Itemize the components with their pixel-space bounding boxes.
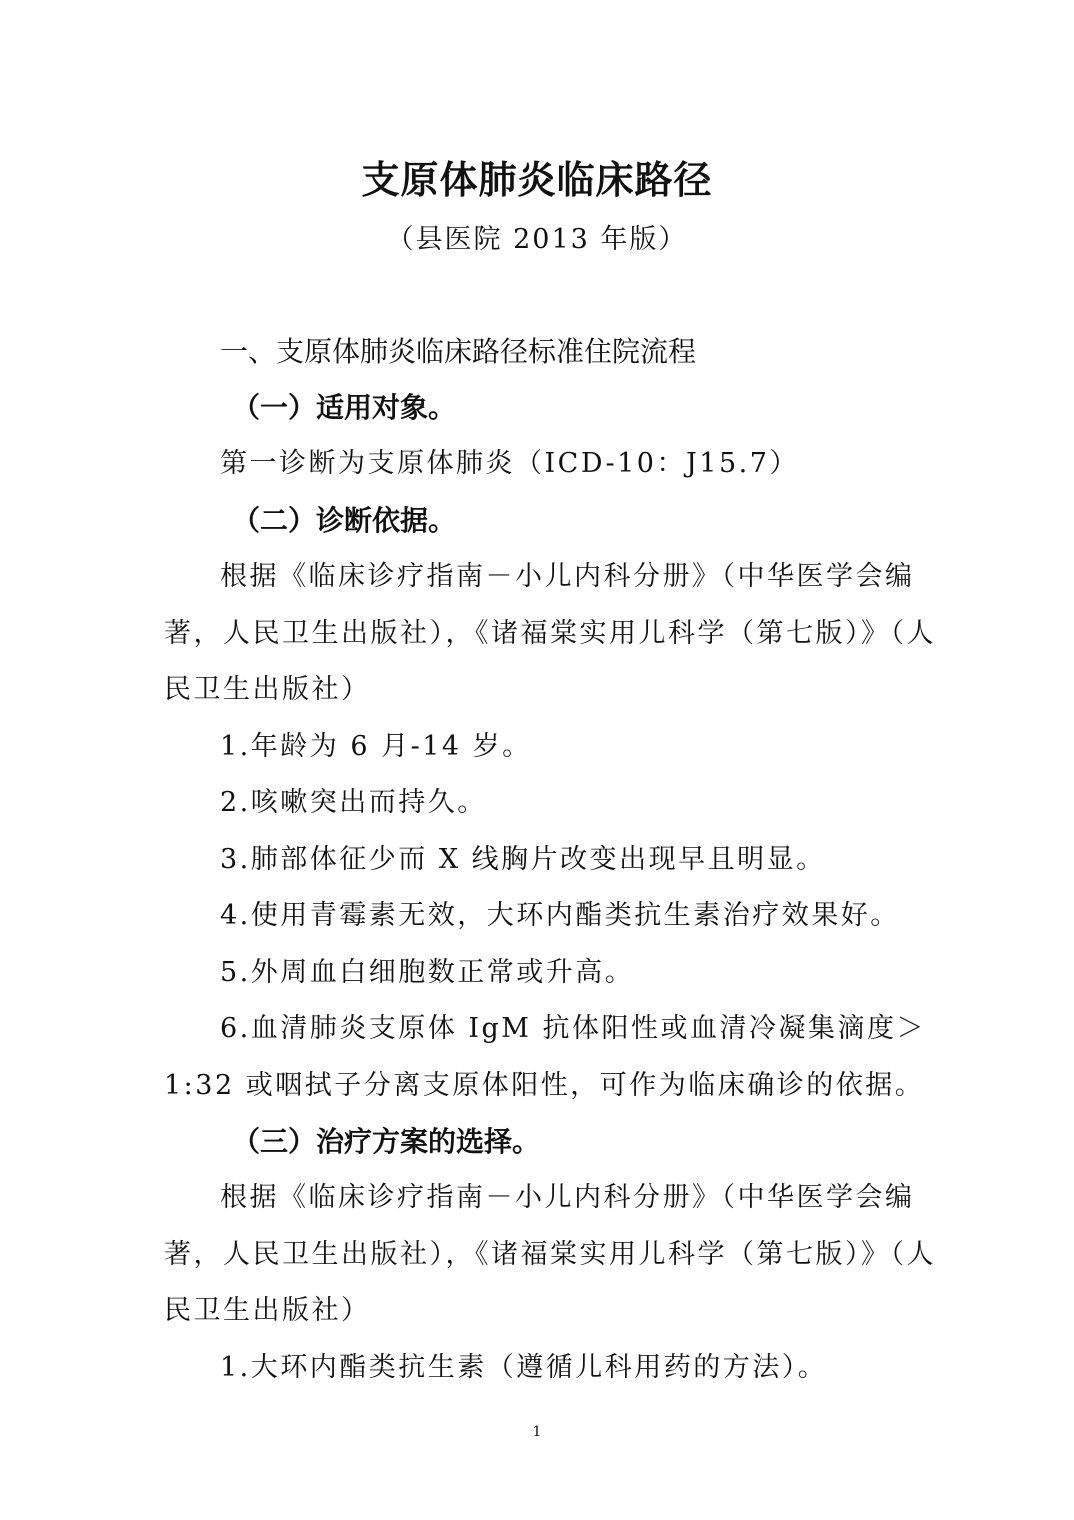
applicable-object-text: 第一诊断为支原体肺炎（ICD-10：J15.7） (220, 448, 799, 479)
diagnosis-item-serology-line-2: 1:32 或咽拭子分离支原体阳性，可作为临床确诊的依据。 (164, 1070, 925, 1101)
diagnosis-basis-line-2: 著，人民卫生出版社），《诸福棠实用儿科学（第七版）》（人 (164, 618, 936, 649)
subheading-treatment-selection: （三）治疗方案的选择。 (232, 1125, 541, 1158)
document-subtitle: （县医院 2013 年版） (386, 224, 688, 255)
subheading-diagnosis-basis: （二）诊断依据。 (232, 504, 457, 537)
diagnosis-item-chest-xray: 3.肺部体征少而 X 线胸片改变出现早且明显。 (220, 844, 826, 875)
section-heading-standard-process: 一、支原体肺炎临床路径标准住院流程 (220, 335, 697, 368)
diagnosis-basis-line-1: 根据《临床诊疗指南－小儿内科分册》（中华医学会编 (220, 561, 915, 592)
diagnosis-item-age: 1.年龄为 6 月-14 岁。 (220, 731, 532, 762)
diagnosis-item-serology-line-1: 6.血清肺炎支原体 IgM 抗体阳性或血清冷凝集滴度＞ (220, 1013, 927, 1044)
diagnosis-item-cough: 2.咳嗽突出而持久。 (220, 787, 487, 818)
treatment-item-macrolide: 1.大环内酯类抗生素（遵循儿科用药的方法）。 (220, 1352, 828, 1383)
treatment-basis-line-2: 著，人民卫生出版社），《诸福棠实用儿科学（第七版）》（人 (164, 1239, 936, 1270)
treatment-basis-line-3: 民卫生出版社） (164, 1295, 371, 1326)
document-title: 支原体肺炎临床路径 (361, 158, 713, 202)
subheading-applicable-object: （一）适用对象。 (232, 391, 457, 424)
diagnosis-item-white-cell-count: 5.外周血白细胞数正常或升高。 (220, 957, 635, 988)
treatment-basis-line-1: 根据《临床诊疗指南－小儿内科分册》（中华医学会编 (220, 1182, 915, 1213)
diagnosis-basis-line-3: 民卫生出版社） (164, 674, 371, 705)
page-number: 1 (532, 1424, 542, 1440)
diagnosis-item-antibiotic-response: 4.使用青霉素无效，大环内酯类抗生素治疗效果好。 (220, 900, 900, 931)
